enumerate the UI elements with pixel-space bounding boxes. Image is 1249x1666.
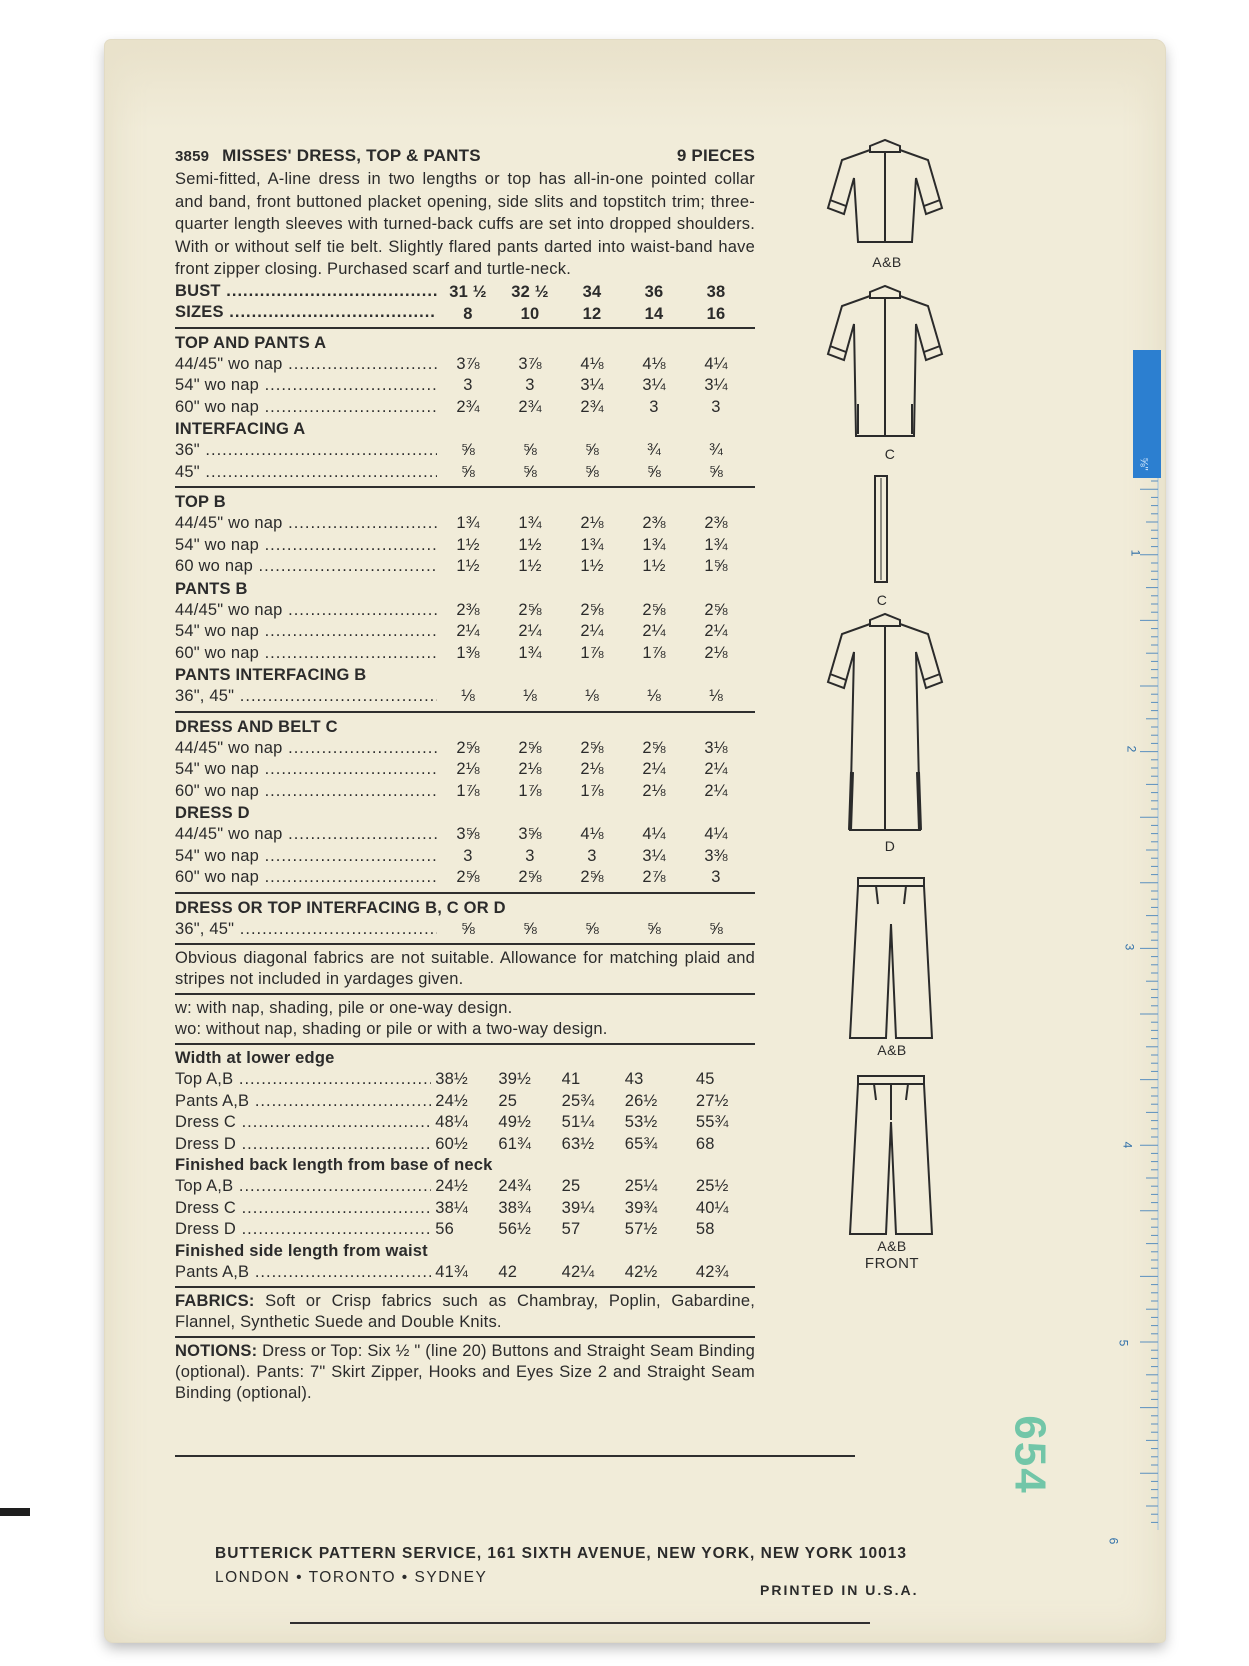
table-cell: ⅝ — [709, 919, 723, 938]
table-row — [175, 462, 755, 484]
divider — [175, 993, 755, 995]
table-cell: 3⅛ — [704, 738, 728, 757]
table-cell: 1⅜ — [456, 643, 480, 662]
divider — [175, 711, 755, 713]
table-cell: 2⅝ — [580, 600, 604, 619]
table-cell: ⅝ — [461, 919, 475, 938]
table-row — [175, 397, 755, 419]
table-cell: 24½ — [435, 1177, 468, 1195]
table-cell: ⅛ — [709, 687, 723, 705]
publisher-footer — [215, 1545, 907, 1587]
fabrics-text: Soft or Crisp fabrics such as Chambray, Poplin, Gabardine, Flannel, Synthetic Suede and Double Knits. — [175, 1292, 756, 1331]
table-cell: 24¾ — [498, 1177, 532, 1195]
sketch-label: A&B — [877, 1042, 907, 1058]
table-cell: 39½ — [498, 1070, 532, 1088]
table-cell: ⅛ — [461, 687, 475, 705]
row-label: 36" ..... — [175, 440, 437, 462]
without-nap-note: wo: without nap, shading or pile or with a two-way design. — [175, 1020, 608, 1038]
table-cell: 27½ — [695, 1091, 729, 1110]
row-label: Dress D ..... — [175, 1134, 431, 1156]
table-cell: 2¼ — [456, 622, 480, 640]
row-label: 36", 45" ..... — [175, 686, 437, 708]
table-cell: ⅝ — [585, 441, 599, 459]
bust-value: 32 ½ — [511, 283, 549, 301]
table-cell: 3 — [463, 376, 473, 394]
table-cell: 2¾ — [580, 397, 604, 416]
table-cell: 3¼ — [580, 376, 604, 394]
section-heading: DRESS D — [175, 804, 250, 822]
table-cell: 2¼ — [642, 622, 666, 640]
table-cell: 24½ — [435, 1091, 468, 1110]
table-row — [175, 1219, 755, 1241]
table-cell: 3¼ — [642, 846, 666, 865]
table-cell: 2⅜ — [704, 514, 728, 532]
table-row — [175, 1198, 755, 1220]
pants-back-sketch — [846, 874, 936, 1044]
table-row — [175, 919, 755, 941]
table-row — [175, 513, 755, 535]
section-heading: DRESS AND BELT C — [175, 717, 338, 736]
table-cell: 4⅛ — [580, 354, 604, 373]
ruler-tab — [1133, 350, 1161, 478]
row-label: 60" wo nap ..... — [175, 781, 437, 803]
table-row — [175, 440, 755, 462]
table-cell: 1¾ — [704, 535, 728, 554]
table-cell: 2⅛ — [580, 760, 604, 778]
table-cell: ⅛ — [647, 687, 661, 705]
ruler-number: 2 — [1124, 745, 1139, 753]
table-cell: 3 — [587, 846, 597, 865]
pattern-description: Semi-fitted, A-line dress in two lengths or top has all-in-one pointed collar and band, front buttoned placket opening, side slits and topstitch trim; three-quarter length sleeves with turned-back cuffs are set into dropped shoulders. With or without self tie belt. Slightly flared pants darted into waist-band have front zipper closing. Purchased scarf and turtle-neck. — [175, 170, 755, 278]
table-cell: 2¾ — [518, 397, 542, 416]
table-cell: 53½ — [624, 1113, 658, 1131]
inventory-stamp: 654 — [1005, 1415, 1055, 1495]
row-label: 60" wo nap ..... — [175, 867, 437, 889]
bust-value: 36 — [644, 283, 664, 301]
row-label: 54" wo nap ..... — [175, 621, 437, 643]
table-row — [175, 867, 755, 889]
ruler-number: 1 — [1128, 549, 1143, 557]
table-cell: 2⅝ — [518, 868, 542, 886]
notions-label: NOTIONS: — [175, 1342, 258, 1360]
table-cell: ⅝ — [461, 441, 475, 459]
row-label: 54" wo nap ..... — [175, 535, 437, 557]
sketch-label: A&B — [872, 254, 902, 270]
with-nap-note: w: with nap, shading, pile or one-way design. — [175, 999, 513, 1017]
table-cell: 2⅝ — [456, 868, 480, 886]
table-cell: 1¾ — [518, 643, 542, 662]
table-cell: 3¼ — [642, 376, 666, 394]
table-cell: 1⅞ — [580, 781, 604, 800]
row-label: 60 wo nap ..... — [175, 556, 437, 578]
pattern-title-line — [175, 146, 481, 166]
section-heading: TOP B — [175, 493, 226, 511]
table-cell: 4¼ — [704, 354, 728, 373]
table-row — [175, 1134, 755, 1156]
table-cell: 1¾ — [456, 514, 480, 532]
table-cell: 4¼ — [642, 825, 666, 843]
divider — [175, 1336, 755, 1338]
table-cell: 2¼ — [704, 760, 728, 778]
table-cell: 2⅝ — [580, 868, 604, 886]
table-cell: ⅝ — [461, 462, 475, 481]
table-cell: ⅛ — [585, 687, 599, 705]
table-cell: 1½ — [518, 535, 542, 554]
ruler-tab-label: ⅝" — [1137, 457, 1150, 471]
table-cell: 1⅞ — [580, 643, 604, 662]
row-label: 60" wo nap ..... — [175, 643, 437, 665]
row-label: 44/45" wo nap ..... — [175, 738, 437, 760]
table-cell: 2⅜ — [456, 600, 480, 619]
ruler-number: 5 — [1116, 1339, 1131, 1347]
divider — [175, 892, 755, 894]
table-cell: 3 — [525, 846, 535, 865]
section-heading: TOP AND PANTS A — [175, 333, 327, 352]
table-cell: 39¾ — [624, 1198, 658, 1217]
notions-text: Dress or Top: Six ½ " (line 20) Buttons and Straight Seam Binding (optional). Pants: 7" Skirt Zipper, Hooks and Eyes Size 2 and Straight Seam Binding (optional). — [175, 1342, 755, 1402]
table-cell: 40¼ — [695, 1198, 729, 1217]
table-cell: 1⅞ — [456, 781, 480, 800]
table-cell: 49½ — [498, 1113, 532, 1131]
table-cell: 2⅛ — [456, 760, 480, 778]
printed-in: PRINTED IN U.S.A. — [760, 1582, 919, 1598]
table-cell: 2¼ — [642, 760, 666, 778]
dress-c-back-sketch — [820, 284, 950, 444]
table-cell: 3⅞ — [518, 354, 542, 373]
bust-value: 34 — [582, 283, 602, 301]
section-heading: PANTS INTERFACING B — [175, 666, 367, 684]
table-cell: 1⅞ — [642, 643, 666, 662]
pattern-number: 3859 — [175, 148, 210, 165]
divider — [175, 1286, 755, 1288]
table-cell: 38¼ — [435, 1198, 468, 1217]
row-label: Pants A,B ..... — [175, 1262, 431, 1284]
table-cell: ⅝ — [523, 441, 537, 459]
table-cell: 2⅜ — [642, 514, 666, 532]
section-heading: INTERFACING A — [175, 420, 306, 438]
table-row — [175, 738, 755, 760]
table-cell: 2¼ — [518, 622, 542, 640]
table-cell: 3 — [525, 376, 535, 394]
row-label: 54" wo nap ..... — [175, 846, 437, 868]
divider — [175, 327, 755, 329]
row-label: 54" wo nap ..... — [175, 759, 437, 781]
row-label: 44/45" wo nap ..... — [175, 824, 437, 846]
table-cell: 1⅝ — [704, 557, 728, 575]
table-cell: ⅝ — [523, 919, 537, 938]
ruler-ticks — [1120, 350, 1160, 1530]
table-cell: 68 — [695, 1134, 715, 1153]
table-cell: 2⅝ — [580, 738, 604, 757]
top-back-sketch — [820, 138, 950, 254]
table-cell: 42½ — [624, 1262, 658, 1281]
table-cell: 25½ — [695, 1177, 729, 1195]
table-cell: 2¼ — [704, 622, 728, 640]
table-cell: 1¾ — [518, 514, 542, 532]
measurements-table — [175, 1048, 755, 1283]
table-cell: 3⅜ — [704, 846, 728, 865]
row-label: Dress C ..... — [175, 1198, 431, 1220]
divider — [175, 1455, 855, 1457]
table-cell: 1½ — [642, 557, 666, 575]
row-label: 45" ..... — [175, 462, 437, 484]
table-cell: 3 — [711, 868, 721, 886]
yardage-table — [175, 332, 755, 946]
table-cell: 3 — [711, 397, 721, 416]
publisher-address: BUTTERICK PATTERN SERVICE, 161 SIXTH AVENUE, NEW YORK, NEW YORK 10013 — [215, 1545, 907, 1562]
divider — [290, 1622, 870, 1624]
table-cell: 2¼ — [704, 781, 728, 800]
table-cell: ⅝ — [709, 462, 723, 481]
table-row — [175, 1091, 755, 1113]
row-label: Top A,B ..... — [175, 1176, 431, 1198]
section-heading: DRESS OR TOP INTERFACING B, C OR D — [175, 898, 506, 917]
table-cell: 51¼ — [561, 1113, 595, 1131]
table-cell: 1¾ — [580, 535, 604, 554]
table-cell: 26½ — [624, 1091, 658, 1110]
divider — [175, 1043, 755, 1045]
table-cell: ⅝ — [647, 919, 661, 938]
table-cell: 3 — [463, 846, 473, 865]
sizes-label: SIZES ..... — [175, 302, 437, 324]
table-cell: 65¾ — [624, 1134, 658, 1153]
table-cell: 57½ — [624, 1220, 658, 1238]
table-cell: 3⅞ — [456, 354, 480, 373]
table-cell: 1¾ — [642, 535, 666, 554]
table-cell: 3 — [649, 397, 659, 416]
sizes-row — [175, 302, 755, 324]
table-cell: 2¾ — [456, 397, 480, 416]
table-cell: 4⅛ — [580, 825, 604, 843]
row-label: Dress D ..... — [175, 1219, 431, 1241]
table-cell: ⅛ — [523, 687, 537, 705]
table-cell: 41 — [561, 1070, 581, 1088]
table-cell: ⅝ — [523, 462, 537, 481]
table-cell: ⅝ — [585, 462, 599, 481]
table-cell: 2¼ — [580, 622, 604, 640]
table-cell: 4¼ — [704, 825, 728, 843]
table-cell: 2⅝ — [642, 738, 666, 757]
sketch-label: C — [876, 592, 888, 608]
bust-row — [175, 281, 755, 303]
table-cell: 25 — [498, 1091, 518, 1110]
table-cell: 61¾ — [498, 1134, 532, 1153]
table-cell: 56 — [435, 1220, 455, 1238]
pattern-title: MISSES' DRESS, TOP & PANTS — [222, 146, 481, 165]
pattern-pieces: 9 PIECES — [676, 146, 755, 165]
ruler-number: 3 — [1122, 943, 1137, 951]
divider — [175, 943, 755, 945]
table-row — [175, 354, 755, 376]
table-cell: 2⅛ — [518, 760, 542, 778]
table-cell: 42¼ — [561, 1262, 595, 1281]
section-heading: Width at lower edge — [175, 1049, 335, 1067]
table-row — [175, 824, 755, 846]
table-row — [175, 846, 755, 868]
table-cell: ⅝ — [647, 462, 661, 481]
row-label: 44/45" wo nap ..... — [175, 513, 437, 535]
envelope-flap — [105, 40, 1165, 130]
publisher-cities: LONDON • TORONTO • SYDNEY — [215, 1569, 488, 1586]
table-cell: 25 — [561, 1177, 581, 1195]
table-row — [175, 686, 755, 708]
table-cell: 42 — [498, 1262, 518, 1281]
table-cell: 2⅛ — [704, 643, 728, 662]
row-label: 54" wo nap ..... — [175, 375, 437, 397]
table-row — [175, 1176, 755, 1198]
pants-front-sketch — [846, 1072, 936, 1240]
table-cell: 2⅝ — [704, 600, 728, 619]
fabrics-label: FABRICS: — [175, 1292, 255, 1310]
dress-d-sketch — [820, 612, 950, 836]
sketch-label: D — [884, 838, 896, 854]
table-cell: 1⅞ — [518, 781, 542, 800]
size-value: 10 — [520, 304, 540, 323]
table-cell: 2⅝ — [456, 738, 480, 757]
table-cell: 1½ — [580, 557, 604, 575]
table-row — [175, 556, 755, 578]
table-row — [175, 1112, 755, 1134]
row-label: 60" wo nap ..... — [175, 397, 437, 419]
size-value: 16 — [706, 304, 726, 323]
table-row — [175, 643, 755, 665]
ruler-number: 4 — [1120, 1141, 1135, 1149]
table-cell: 25¼ — [624, 1177, 658, 1195]
table-cell: 1½ — [518, 557, 542, 575]
row-label: Top A,B ..... — [175, 1069, 431, 1091]
table-row — [175, 535, 755, 557]
table-cell: 58 — [695, 1220, 715, 1238]
row-label: Pants A,B ..... — [175, 1091, 431, 1113]
table-cell: 43 — [624, 1070, 644, 1088]
size-value: 12 — [582, 304, 602, 323]
section-heading: PANTS B — [175, 579, 248, 598]
table-cell: 39¼ — [561, 1198, 595, 1217]
ruler-number: 6 — [1106, 1537, 1121, 1545]
notions-section — [175, 1341, 755, 1404]
bust-value: 31 ½ — [449, 283, 487, 301]
row-label: 44/45" wo nap ..... — [175, 354, 437, 376]
table-cell: 57 — [561, 1220, 581, 1238]
table-row — [175, 621, 755, 643]
sketch-label: A&B — [877, 1238, 907, 1254]
divider — [175, 486, 755, 488]
table-cell: 55¾ — [695, 1113, 729, 1131]
table-cell: ¾ — [709, 441, 723, 459]
table-cell: 1½ — [456, 535, 480, 554]
table-cell: 2⅝ — [518, 738, 542, 757]
edge-mark — [0, 1508, 30, 1516]
pattern-info — [175, 146, 755, 1404]
table-cell: 1½ — [456, 557, 480, 575]
table-cell: 2⅛ — [642, 781, 666, 800]
table-cell: 3⅝ — [456, 825, 480, 843]
table-cell: 56½ — [498, 1220, 532, 1238]
table-cell: 3⅝ — [518, 825, 542, 843]
bust-label: BUST ..... — [175, 281, 437, 303]
table-cell: ¾ — [647, 441, 661, 459]
measuring-ruler — [1120, 350, 1160, 1530]
size-value: 8 — [463, 304, 473, 323]
table-cell: 25¾ — [561, 1091, 595, 1110]
table-cell: 41¾ — [435, 1262, 468, 1281]
diagonal-note: Obvious diagonal fabrics are not suitable. Allowance for matching plaid and stripes not included in yardages given. — [175, 949, 755, 988]
row-label: 36", 45" ..... — [175, 919, 437, 941]
table-row — [175, 781, 755, 803]
pattern-header — [175, 146, 755, 166]
table-cell: ⅝ — [585, 919, 599, 938]
table-cell: 42¾ — [695, 1262, 729, 1281]
section-heading: Finished back length from base of neck — [175, 1156, 493, 1174]
table-row — [175, 759, 755, 781]
section-heading: Finished side length from waist — [175, 1241, 428, 1260]
table-cell: 63½ — [561, 1134, 595, 1153]
table-cell: 38¾ — [498, 1198, 532, 1217]
size-value: 14 — [644, 304, 664, 323]
row-label: Dress C ..... — [175, 1112, 431, 1134]
table-cell: 3¼ — [704, 376, 728, 394]
table-cell: 2⅛ — [580, 514, 604, 532]
row-label: 44/45" wo nap ..... — [175, 600, 437, 622]
table-cell: 4⅛ — [642, 354, 666, 373]
table-row — [175, 600, 755, 622]
table-cell: 48¼ — [435, 1113, 468, 1131]
belt-sketch — [872, 474, 892, 586]
fabrics-section — [175, 1291, 755, 1333]
table-cell: 2⅝ — [518, 600, 542, 619]
table-cell: 45 — [695, 1070, 715, 1088]
table-row — [175, 1262, 755, 1284]
sketch-label: C — [884, 446, 896, 462]
table-cell: 2⅝ — [642, 600, 666, 619]
table-cell: 60½ — [435, 1134, 468, 1153]
table-cell: 2⅞ — [642, 868, 666, 886]
table-row — [175, 1069, 755, 1091]
table-cell: 38½ — [435, 1070, 468, 1088]
table-row — [175, 375, 755, 397]
bust-value: 38 — [706, 283, 726, 301]
sketch-label: FRONT — [864, 1255, 920, 1272]
